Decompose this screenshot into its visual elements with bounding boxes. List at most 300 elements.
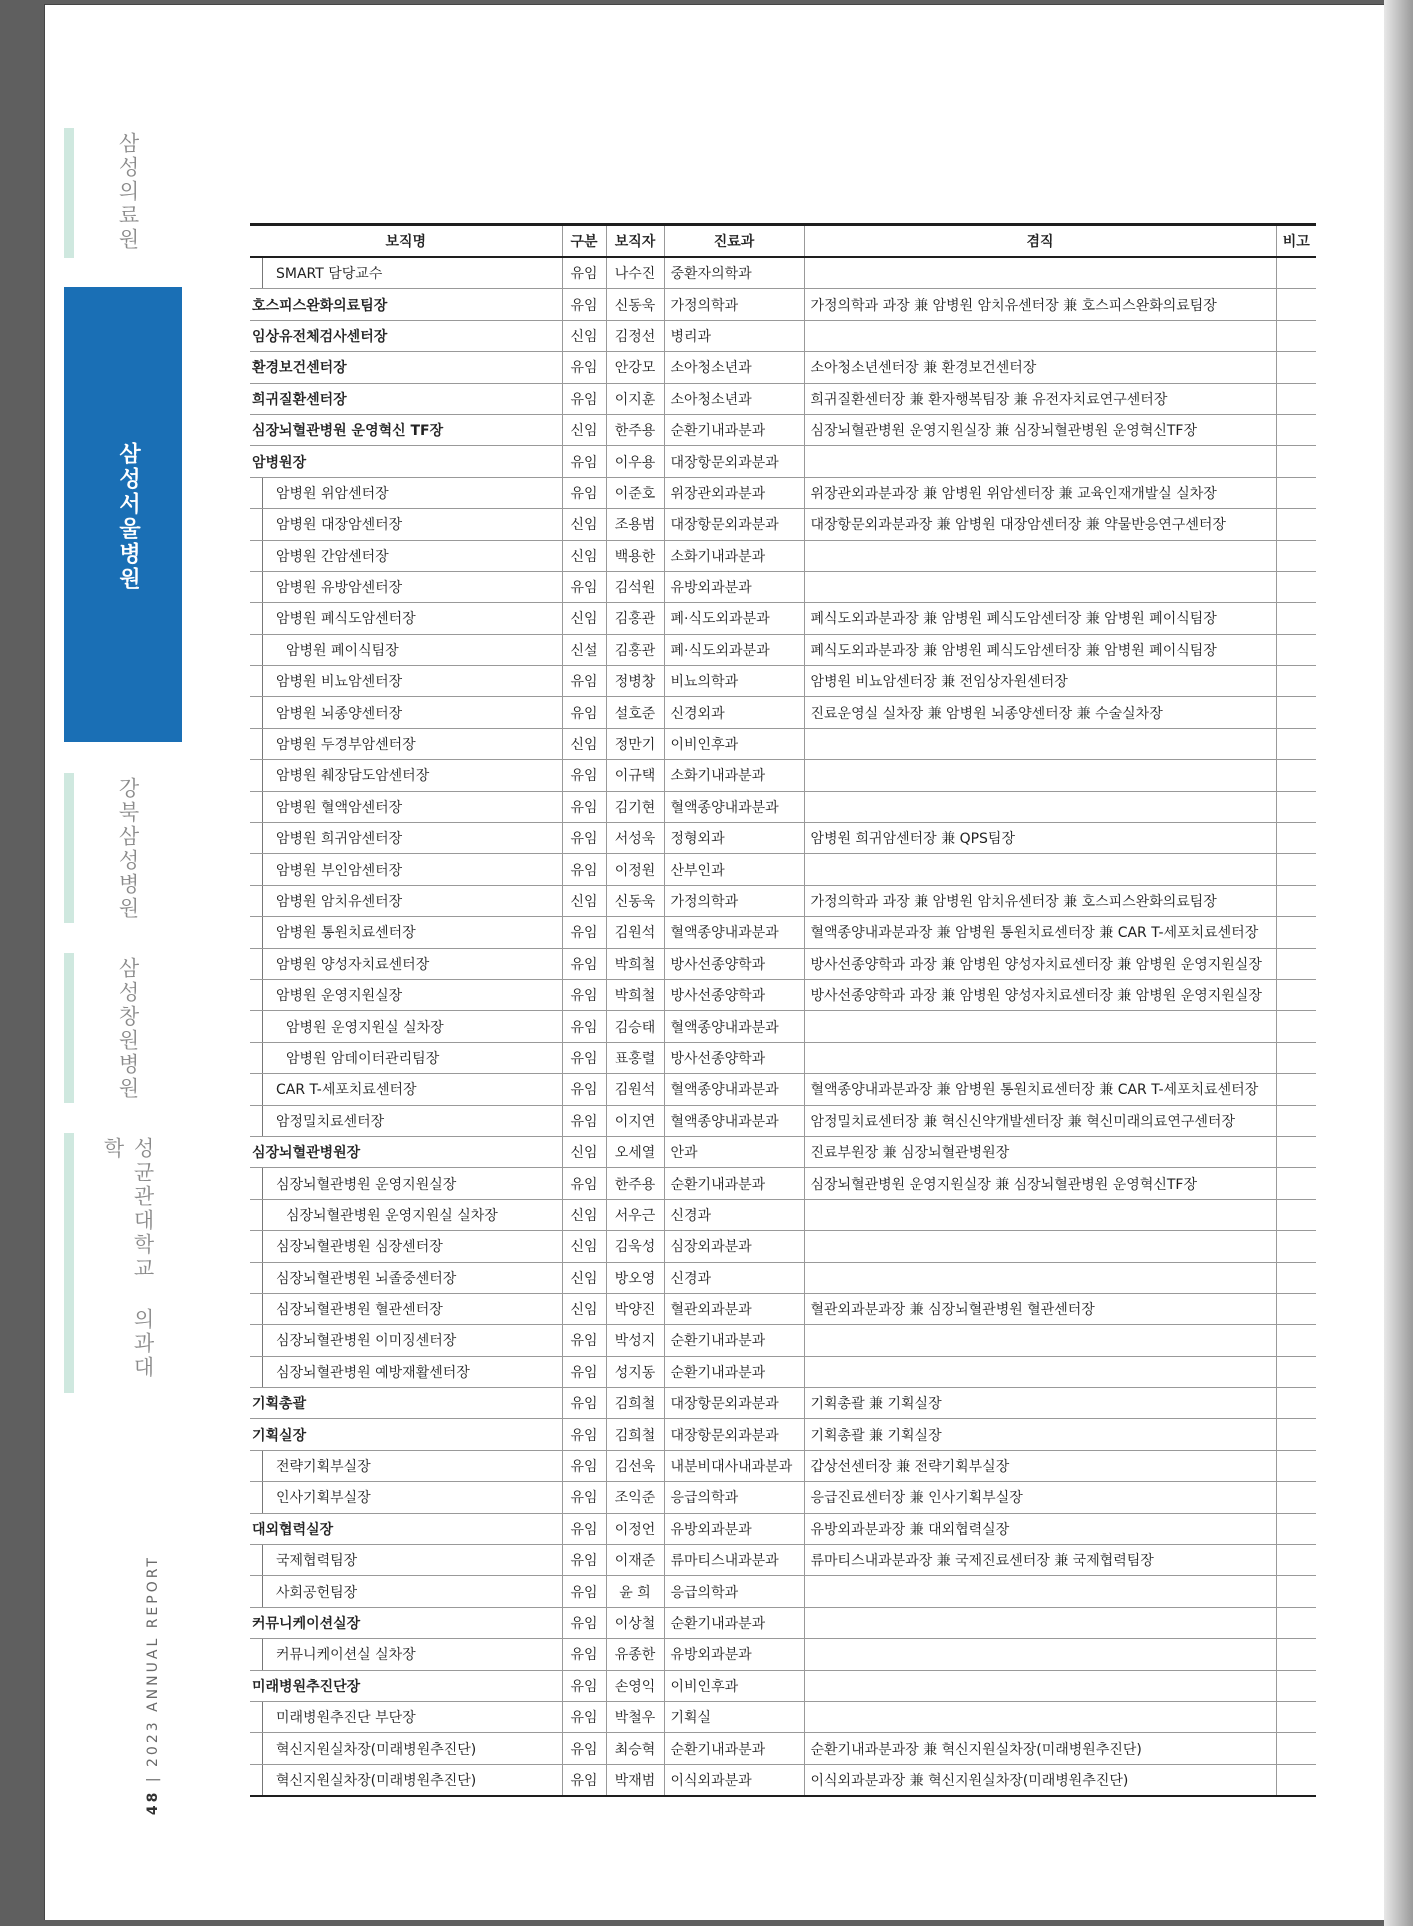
cell-person: 성지동 [606, 1356, 664, 1387]
side-tab-samsung-medical[interactable] [64, 128, 182, 258]
cell-position [250, 1419, 562, 1450]
table-row [250, 979, 1316, 1010]
cell-concurrent: 폐식도외과분과장 兼 암병원 폐식도암센터장 兼 암병원 폐이식팀장 [804, 634, 1276, 665]
cell-type: 유임 [562, 1607, 606, 1638]
cell-position [250, 728, 562, 759]
cell-note [1276, 885, 1316, 916]
cell-department: 중환자의학과 [664, 257, 804, 289]
cell-position [250, 854, 562, 885]
cell-department: 혈액종양내과분과 [664, 917, 804, 948]
cell-position [250, 1513, 562, 1544]
cell-note [1276, 1168, 1316, 1199]
cell-type: 유임 [562, 446, 606, 477]
position-label: 암병원 폐이식팀장 [286, 642, 399, 659]
hierarchy-line [262, 792, 263, 822]
position-label: 사회공헌팀장 [276, 1584, 358, 1601]
cell-concurrent [804, 446, 1276, 477]
cell-type: 유임 [562, 791, 606, 822]
cell-department: 가정의학과 [664, 289, 804, 320]
cell-concurrent [804, 1011, 1276, 1042]
cell-department: 응급의학과 [664, 1482, 804, 1513]
cell-concurrent [804, 257, 1276, 289]
cell-department: 이비인후과 [664, 1670, 804, 1701]
hierarchy-line [262, 1200, 263, 1230]
cell-person: 이규택 [606, 760, 664, 791]
cell-note [1276, 1513, 1316, 1544]
hierarchy-line [262, 1357, 263, 1387]
cell-note [1276, 1576, 1316, 1607]
cell-concurrent [804, 854, 1276, 885]
position-label: 암정밀치료센터장 [276, 1113, 385, 1130]
table-row [250, 760, 1316, 791]
cell-concurrent: 갑상선센터장 兼 전략기획부실장 [804, 1450, 1276, 1481]
cell-type: 신임 [562, 1199, 606, 1230]
cell-person: 이지훈 [606, 383, 664, 414]
table-row [250, 1607, 1316, 1638]
cell-note [1276, 352, 1316, 383]
footer-separator: | [145, 1774, 161, 1783]
position-label: 암병원 혈액암센터장 [276, 799, 403, 816]
table-row [250, 571, 1316, 602]
cell-person: 백용한 [606, 540, 664, 571]
cell-note [1276, 1105, 1316, 1136]
cell-position [250, 603, 562, 634]
position-label: 암병원 위암센터장 [276, 485, 389, 502]
cell-department: 가정의학과 [664, 885, 804, 916]
hierarchy-line [262, 572, 263, 602]
cell-department: 혈액종양내과분과 [664, 1074, 804, 1105]
cell-note [1276, 1356, 1316, 1387]
cell-concurrent [804, 791, 1276, 822]
cell-concurrent: 암정밀치료센터장 兼 혁신신약개발센터장 兼 혁신미래의료연구센터장 [804, 1105, 1276, 1136]
cell-position [250, 289, 562, 320]
header-person: 보직자 [606, 225, 664, 258]
table-row [250, 289, 1316, 320]
cell-note [1276, 666, 1316, 697]
cell-department: 안과 [664, 1136, 804, 1167]
cell-department: 대장항문외과분과 [664, 1419, 804, 1450]
cell-type: 유임 [562, 1042, 606, 1073]
cell-type: 신임 [562, 320, 606, 351]
table-row [250, 1513, 1316, 1544]
cell-person: 이지연 [606, 1105, 664, 1136]
cell-department: 순환기내과분과 [664, 1607, 804, 1638]
position-label: 심장뇌혈관병원장 [252, 1145, 361, 1162]
table-row [250, 352, 1316, 383]
position-label: 암병원 암데이터관리팀장 [286, 1050, 440, 1067]
cell-note [1276, 1074, 1316, 1105]
cell-note [1276, 917, 1316, 948]
cell-position [250, 540, 562, 571]
cell-person: 설호준 [606, 697, 664, 728]
cell-note [1276, 823, 1316, 854]
position-label: 심장뇌혈관병원 뇌졸중센터장 [276, 1270, 457, 1287]
cell-note [1276, 728, 1316, 759]
page-fold-shadow [1384, 0, 1413, 1926]
cell-position [250, 1136, 562, 1167]
position-label: 암병원 비뇨암센터장 [276, 674, 403, 691]
hierarchy-line [262, 1733, 263, 1763]
cell-type: 유임 [562, 1545, 606, 1576]
cell-note [1276, 540, 1316, 571]
hierarchy-line [262, 1231, 263, 1261]
cell-concurrent [804, 1639, 1276, 1670]
cell-person: 서우근 [606, 1199, 664, 1230]
hierarchy-line [262, 854, 263, 884]
table-row [250, 1419, 1316, 1450]
cell-department: 신경외과 [664, 697, 804, 728]
cell-note [1276, 1419, 1316, 1450]
cell-department: 소화기내과분과 [664, 760, 804, 791]
position-label: 심장뇌혈관병원 운영지원실 실차장 [286, 1207, 498, 1224]
cell-note [1276, 1199, 1316, 1230]
cell-note [1276, 697, 1316, 728]
table-row [250, 446, 1316, 477]
cell-note [1276, 634, 1316, 665]
cell-concurrent [804, 728, 1276, 759]
table-row [250, 1639, 1316, 1670]
cell-note [1276, 1701, 1316, 1732]
table-row [250, 414, 1316, 445]
cell-person: 김원석 [606, 917, 664, 948]
side-tab-kangbuk-samsung[interactable] [64, 773, 182, 923]
hierarchy-line [262, 1074, 263, 1104]
cell-note [1276, 1450, 1316, 1481]
hierarchy-line [262, 1043, 263, 1073]
cell-department: 순환기내과분과 [664, 1168, 804, 1199]
cell-type: 유임 [562, 1105, 606, 1136]
cell-note [1276, 571, 1316, 602]
cell-note [1276, 289, 1316, 320]
cell-person: 박희철 [606, 948, 664, 979]
table-row [250, 885, 1316, 916]
cell-type: 유임 [562, 289, 606, 320]
cell-department: 방사선종양학과 [664, 948, 804, 979]
cell-department: 응급의학과 [664, 1576, 804, 1607]
cell-position [250, 1639, 562, 1670]
cell-type: 유임 [562, 1513, 606, 1544]
cell-type: 신임 [562, 1136, 606, 1167]
table-row [250, 666, 1316, 697]
table-row [250, 1356, 1316, 1387]
cell-department: 심장외과분과 [664, 1231, 804, 1262]
position-label: 커뮤니케이션실 실차장 [276, 1647, 416, 1664]
cell-position [250, 1670, 562, 1701]
cell-concurrent [804, 1576, 1276, 1607]
cell-person: 손영익 [606, 1670, 664, 1701]
cell-person: 최승혁 [606, 1733, 664, 1764]
cell-department: 혈액종양내과분과 [664, 1105, 804, 1136]
hierarchy-line [262, 760, 263, 790]
cell-position [250, 1607, 562, 1638]
hierarchy-line [262, 697, 263, 727]
cell-note [1276, 1293, 1316, 1324]
cell-note [1276, 854, 1316, 885]
cell-position [250, 697, 562, 728]
cell-person: 이정언 [606, 1513, 664, 1544]
position-label: 심장뇌혈관병원 예방재활센터장 [276, 1364, 470, 1381]
cell-position [250, 446, 562, 477]
hierarchy-line [262, 635, 263, 665]
cell-note [1276, 1733, 1316, 1764]
cell-type: 유임 [562, 760, 606, 791]
cell-department: 산부인과 [664, 854, 804, 885]
position-label: 미래병원추진단 부단장 [276, 1710, 416, 1727]
cell-position [250, 917, 562, 948]
cell-position [250, 1231, 562, 1262]
cell-concurrent: 가정의학과 과장 兼 암병원 암치유센터장 兼 호스피스완화의료팀장 [804, 289, 1276, 320]
cell-person: 이재준 [606, 1545, 664, 1576]
cell-person: 서성욱 [606, 823, 664, 854]
cell-concurrent: 진료부원장 兼 심장뇌혈관병원장 [804, 1136, 1276, 1167]
cell-type: 신임 [562, 1293, 606, 1324]
cell-person: 안강모 [606, 352, 664, 383]
cell-department: 정형외과 [664, 823, 804, 854]
side-tab-label: 삼성의료원 [116, 132, 140, 252]
cell-position [250, 885, 562, 916]
cell-person: 김승태 [606, 1011, 664, 1042]
cell-concurrent [804, 320, 1276, 351]
position-label: 심장뇌혈관병원 운영혁신 TF장 [252, 423, 444, 440]
hierarchy-line [262, 980, 263, 1010]
cell-person: 김정선 [606, 320, 664, 351]
cell-position [250, 1356, 562, 1387]
cell-position [250, 1545, 562, 1576]
table-header-row [250, 225, 1316, 258]
cell-person: 조익준 [606, 1482, 664, 1513]
cell-concurrent: 류마티스내과분과장 兼 국제진료센터장 兼 국제협력팀장 [804, 1545, 1276, 1576]
position-label: 인사기획부실장 [276, 1490, 371, 1507]
cell-concurrent: 암병원 비뇨암센터장 兼 전임상자원센터장 [804, 666, 1276, 697]
position-label: 암병원 양성자치료센터장 [276, 956, 430, 973]
table-row [250, 1670, 1316, 1701]
cell-concurrent: 유방외과분과장 兼 대외협력실장 [804, 1513, 1276, 1544]
cell-person: 윤 희 [606, 1576, 664, 1607]
cell-concurrent: 진료운영실 실차장 兼 암병원 뇌종양센터장 兼 수술실차장 [804, 697, 1276, 728]
cell-type: 신임 [562, 885, 606, 916]
page-footer [145, 1555, 161, 1815]
table-row [250, 1042, 1316, 1073]
cell-department: 병리과 [664, 320, 804, 351]
cell-department: 소화기내과분과 [664, 540, 804, 571]
hierarchy-line [262, 1545, 263, 1575]
cell-person: 김석원 [606, 571, 664, 602]
table-row [250, 823, 1316, 854]
cell-position [250, 1388, 562, 1419]
hierarchy-line [262, 886, 263, 916]
cell-note [1276, 414, 1316, 445]
cell-position [250, 1733, 562, 1764]
header-note: 비고 [1276, 225, 1316, 258]
cell-concurrent: 폐식도외과분과장 兼 암병원 폐식도암센터장 兼 암병원 폐이식팀장 [804, 603, 1276, 634]
cell-concurrent: 희귀질환센터장 兼 환자행복팀장 兼 유전자치료연구센터장 [804, 383, 1276, 414]
cell-type: 유임 [562, 1356, 606, 1387]
cell-department: 순환기내과분과 [664, 1356, 804, 1387]
table-row [250, 1545, 1316, 1576]
hierarchy-line [262, 1294, 263, 1324]
cell-note [1276, 791, 1316, 822]
table-row [250, 1701, 1316, 1732]
cell-department: 이식외과분과 [664, 1764, 804, 1796]
position-label: 국제협력팀장 [276, 1553, 358, 1570]
position-label: 환경보건센터장 [252, 360, 347, 377]
cell-position [250, 1074, 562, 1105]
cell-position [250, 760, 562, 791]
cell-note [1276, 1545, 1316, 1576]
cell-department: 소아청소년과 [664, 383, 804, 414]
position-label: 암병원 희귀암센터장 [276, 831, 403, 848]
table-row [250, 917, 1316, 948]
cell-department: 대장항문외과분과 [664, 446, 804, 477]
header-department: 진료과 [664, 225, 804, 258]
hierarchy-line [262, 1639, 263, 1669]
cell-position [250, 1042, 562, 1073]
hierarchy-line [262, 1482, 263, 1512]
cell-concurrent [804, 1356, 1276, 1387]
table-row [250, 1074, 1316, 1105]
hierarchy-line [262, 1765, 263, 1795]
position-label: 전략기획부실장 [276, 1459, 371, 1476]
cell-department: 소아청소년과 [664, 352, 804, 383]
cell-concurrent [804, 1325, 1276, 1356]
side-tab-label: 강북삼성병원 [116, 777, 140, 921]
hierarchy-line [262, 666, 263, 696]
position-label: 암병원 통원치료센터장 [276, 925, 416, 942]
table-row [250, 697, 1316, 728]
position-label: 암병원 두경부암센터장 [276, 737, 416, 754]
cell-position [250, 509, 562, 540]
cell-type: 유임 [562, 1168, 606, 1199]
hierarchy-line [262, 1576, 263, 1606]
cell-note [1276, 383, 1316, 414]
cell-person: 김기현 [606, 791, 664, 822]
cell-position [250, 1325, 562, 1356]
hierarchy-line [262, 1106, 263, 1136]
position-label: 암병원 암치유센터장 [276, 894, 403, 910]
cell-person: 신동욱 [606, 885, 664, 916]
cell-department: 대장항문외과분과 [664, 1388, 804, 1419]
cell-note [1276, 1325, 1316, 1356]
cell-note [1276, 1607, 1316, 1638]
position-label: 심장뇌혈관병원 혈관센터장 [276, 1302, 443, 1319]
cell-position [250, 1168, 562, 1199]
table-row [250, 791, 1316, 822]
cell-note [1276, 509, 1316, 540]
cell-position [250, 1576, 562, 1607]
table-row [250, 540, 1316, 571]
cell-person: 이상철 [606, 1607, 664, 1638]
position-label: 호스피스완화의료팀장 [252, 297, 388, 314]
cell-person: 박양진 [606, 1293, 664, 1324]
cell-type: 유임 [562, 1388, 606, 1419]
cell-type: 유임 [562, 1325, 606, 1356]
hierarchy-line [262, 1702, 263, 1732]
cell-concurrent: 응급진료센터장 兼 인사기획부실장 [804, 1482, 1276, 1513]
position-label: 심장뇌혈관병원 운영지원실장 [276, 1176, 457, 1193]
cell-note [1276, 1011, 1316, 1042]
cell-concurrent [804, 1607, 1276, 1638]
cell-person: 정만기 [606, 728, 664, 759]
cell-type: 신임 [562, 414, 606, 445]
hierarchy-line [262, 729, 263, 759]
cell-department: 폐·식도외과분과 [664, 603, 804, 634]
cell-concurrent [804, 1199, 1276, 1230]
cell-position [250, 823, 562, 854]
table-row [250, 320, 1316, 351]
cell-department: 혈액종양내과분과 [664, 791, 804, 822]
cell-type: 유임 [562, 666, 606, 697]
cell-type: 유임 [562, 1576, 606, 1607]
table-row [250, 1325, 1316, 1356]
table-row [250, 1011, 1316, 1042]
cell-person: 유종한 [606, 1639, 664, 1670]
cell-department: 내분비대사내과분과 [664, 1450, 804, 1481]
cell-department: 대장항문외과분과 [664, 509, 804, 540]
side-tab-samsung-changwon[interactable] [64, 953, 182, 1103]
cell-concurrent: 혈관외과분과장 兼 심장뇌혈관병원 혈관센터장 [804, 1293, 1276, 1324]
cell-note [1276, 1388, 1316, 1419]
table-row [250, 1576, 1316, 1607]
cell-person: 이정원 [606, 854, 664, 885]
position-label: 암병원 운영지원실 실차장 [286, 1019, 444, 1036]
cell-position [250, 414, 562, 445]
cell-type: 유임 [562, 1764, 606, 1796]
table-row [250, 1293, 1316, 1324]
cell-department: 폐·식도외과분과 [664, 634, 804, 665]
hierarchy-line [262, 1451, 263, 1481]
cell-department: 순환기내과분과 [664, 1733, 804, 1764]
position-label: 암병원장 [252, 454, 307, 471]
side-tab-skku-medicine[interactable] [64, 1133, 182, 1393]
cell-note [1276, 446, 1316, 477]
table-row [250, 1199, 1316, 1230]
hierarchy-line [262, 603, 263, 633]
page-number: 48 [145, 1789, 161, 1816]
cell-position [250, 1293, 562, 1324]
side-tab-samsung-seoul-hospital[interactable] [64, 287, 182, 742]
hierarchy-line [262, 509, 263, 539]
cell-person: 박철우 [606, 1701, 664, 1732]
position-label: 암병원 부인암센터장 [276, 862, 403, 879]
cell-note [1276, 603, 1316, 634]
position-label: SMART 담당교수 [276, 266, 383, 283]
cell-type: 유임 [562, 697, 606, 728]
cell-type: 유임 [562, 257, 606, 289]
cell-type: 유임 [562, 1074, 606, 1105]
table-row [250, 1388, 1316, 1419]
table-row [250, 1733, 1316, 1764]
cell-person: 이우용 [606, 446, 664, 477]
cell-type: 유임 [562, 1482, 606, 1513]
cell-person: 한주용 [606, 1168, 664, 1199]
table-row [250, 477, 1316, 508]
cell-department: 유방외과분과 [664, 1513, 804, 1544]
table-row [250, 728, 1316, 759]
cell-type: 유임 [562, 979, 606, 1010]
cell-person: 나수진 [606, 257, 664, 289]
position-label: 대외협력실장 [252, 1521, 334, 1538]
table-row [250, 854, 1316, 885]
side-tab-label: 성균관대학교 의과대학 [101, 1137, 155, 1380]
table-row [250, 1450, 1316, 1481]
position-label: 암병원 췌장담도암센터장 [276, 768, 430, 785]
cell-person: 조용범 [606, 509, 664, 540]
cell-type: 신임 [562, 603, 606, 634]
table-row [250, 1764, 1316, 1796]
cell-type: 신임 [562, 509, 606, 540]
cell-person: 김선욱 [606, 1450, 664, 1481]
cell-department: 비뇨의학과 [664, 666, 804, 697]
